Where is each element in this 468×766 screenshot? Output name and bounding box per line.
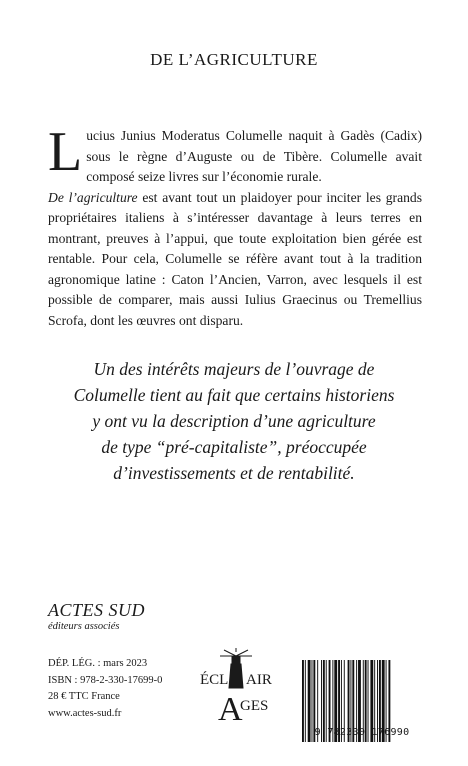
logo-text-ges: GES [240,698,269,714]
drop-cap: L [48,121,83,183]
summary-paragraph-1 [48,121,422,188]
quote-line: y ont vu la description d’une agriculture [92,411,376,431]
inline-book-title: De l’agriculture [48,189,138,205]
publisher-block [48,600,145,632]
quote-line: Columelle tient au fait que certains historiens [73,385,395,405]
publisher-subtitle: éditeurs associés [48,621,120,632]
eclair-ages-logo [190,648,282,730]
price: 28 € TTC France [48,691,120,702]
summary-paragraph-2-text: est avant tout un plaidoyer pour inciter les grands propriétaires italiens à s’intéresser davantage à leurs terres en montrant, preuves à l’appui, que toute exploitation bien gérée est rentable. Pour cela, Columelle se réfère avant tout à la tradition agronomique latine : Caton l’Ancien, Varron, avec lesquels il est possible de comparer, mais aussi Iulius Graecinus ou Tremellius Scrofa, dont les œuvres ont disparu. [48,189,422,328]
logo-text-ecl: ÉCL [200,672,229,688]
isbn: ISBN : 978-2-330-17699-0 [48,674,163,686]
book-title: DE L’AGRICULTURE [150,50,318,69]
quote-line: de type “pré-capitaliste”, préoccupée [101,437,367,457]
summary-paragraph-1-text: ucius Junius Moderatus Columelle naquit à Gadès (Cadix) sous le règne d’Auguste ou de Tibère. Columelle avait composé seize livres sur l’économie rurale. [86,128,422,184]
logo-big-letter: A [218,691,243,728]
barcode-digits: 9 782330 176990 [314,727,410,738]
quote-line: d’investissements et de rentabilité. [113,463,355,483]
summary-text [48,121,422,331]
legal-deposit: DÉP. LÉG. : mars 2023 [48,658,148,669]
publisher-name: ACTES SUD [48,600,146,620]
website: www.actes-sud.fr [48,707,122,719]
pull-quote [24,356,444,486]
logo-text-air: AIR [246,672,272,688]
summary-paragraph-2 [48,188,422,332]
legal-info [48,656,162,722]
quote-line: Un des intérêts majeurs de l’ouvrage de [93,359,375,379]
